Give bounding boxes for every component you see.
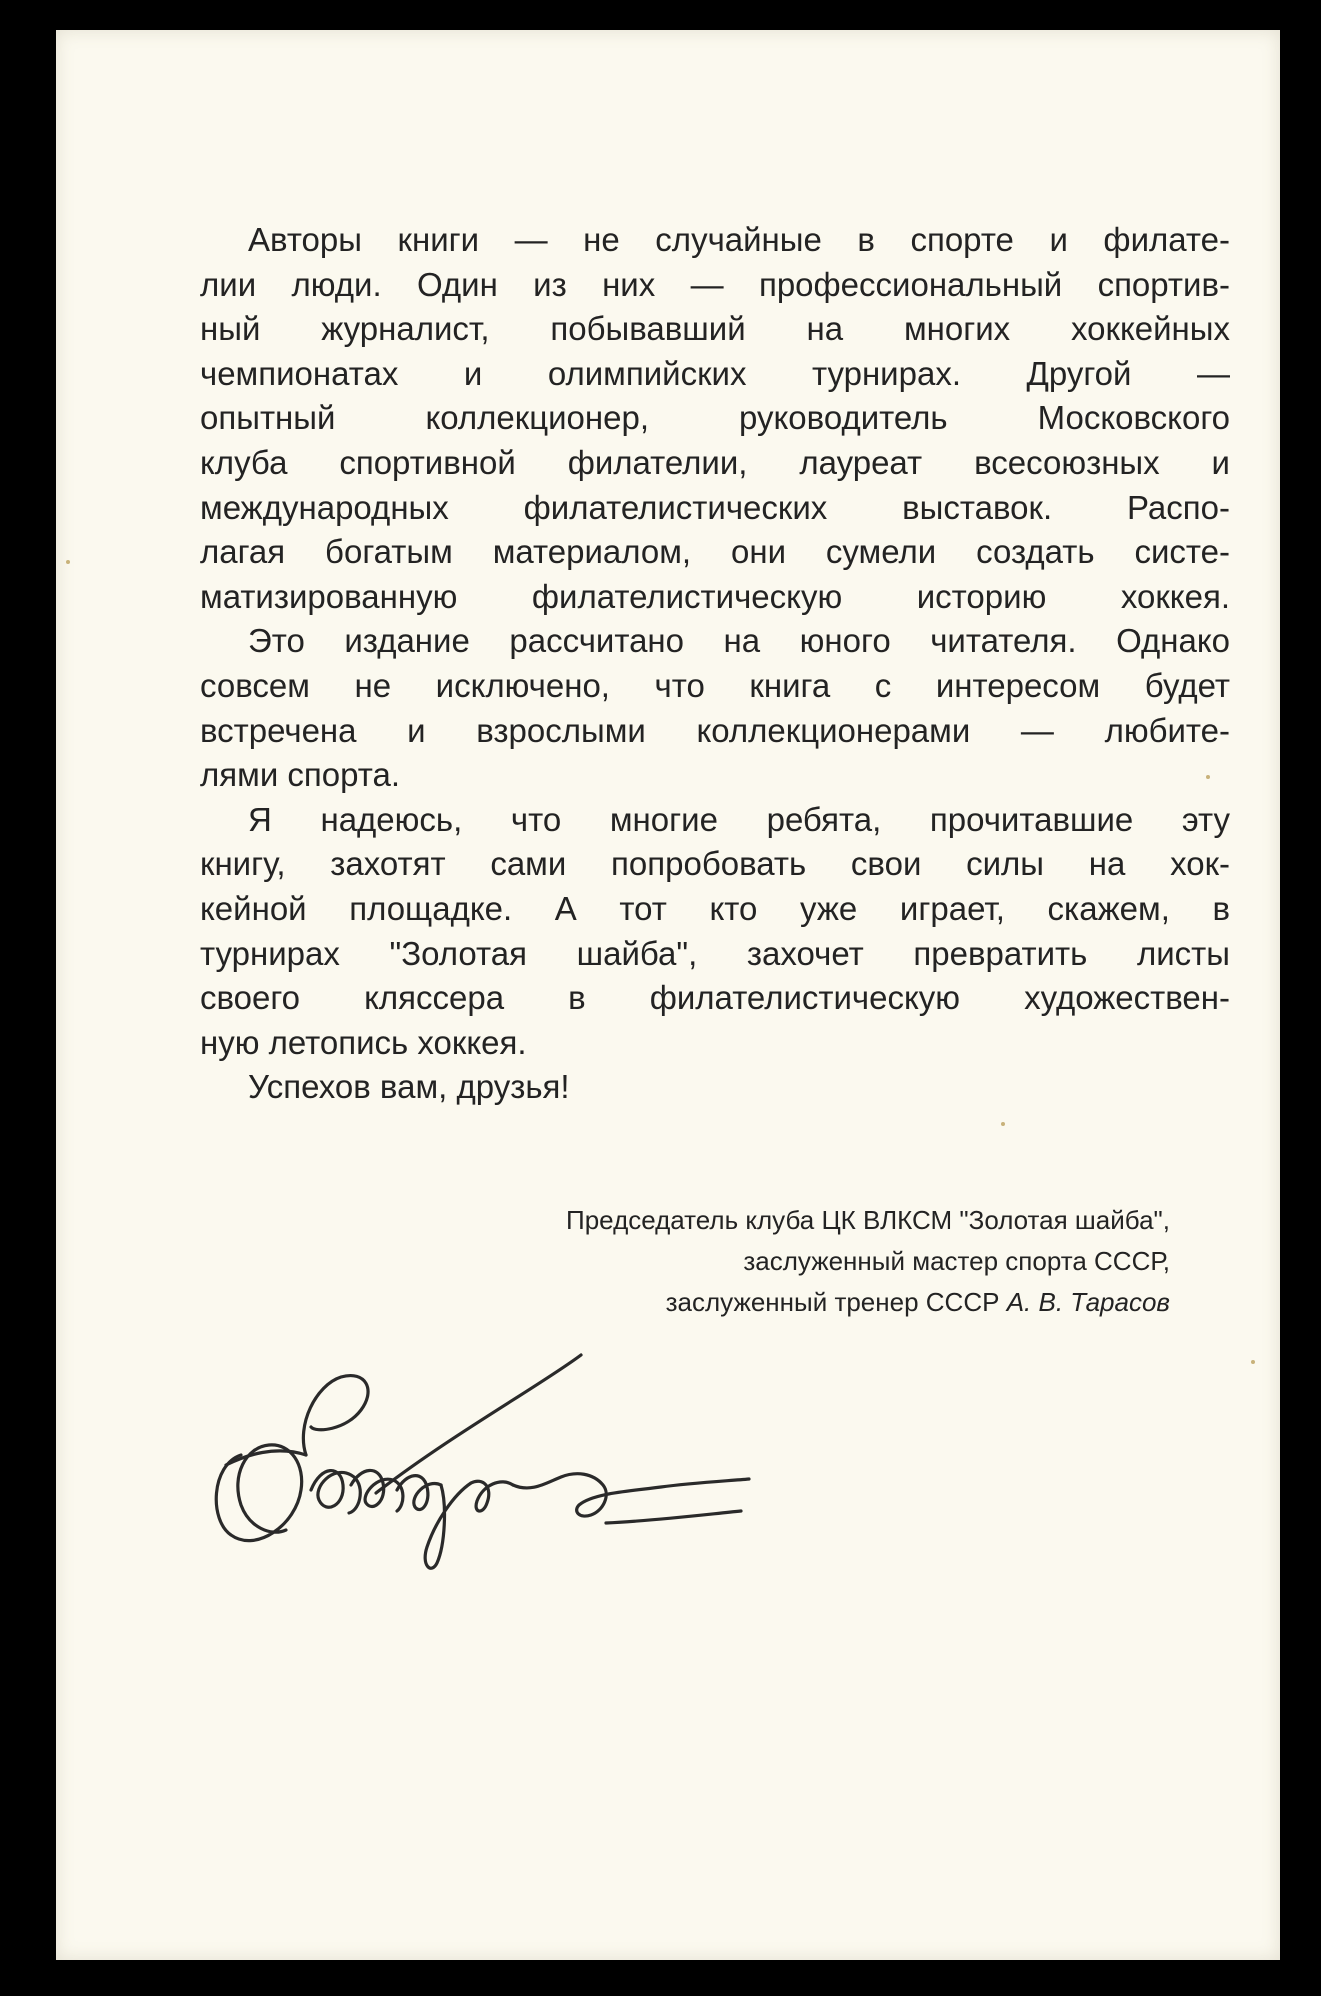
paragraph-3-line-5: своего кляссера в филателистическую художествен-: [200, 979, 1230, 1017]
paragraph-3-line-6: ную летопись хоккея.: [200, 1023, 527, 1061]
paragraph-3-line-1: Я надеюсь, что многие ребята, прочитавшие эту: [248, 800, 1230, 838]
book-page: [56, 30, 1280, 1960]
paper-speck: [1206, 775, 1210, 779]
paragraph-1-line-6: клуба спортивной филателии, лауреат всесоюзных и: [200, 443, 1230, 481]
paragraph-3-line-4: турнирах "Золотая шайба", захочет превратить листы: [200, 934, 1230, 972]
paragraph-2-line-1: Это издание рассчитано на юного читателя. Однако: [248, 622, 1230, 660]
paper-speck: [1251, 1360, 1255, 1364]
paragraph-1-line-9: матизированную филателистическую историю хоккея.: [200, 577, 1230, 615]
signature-block: [566, 1200, 1170, 1323]
paper-speck: [1001, 1122, 1005, 1126]
paragraph-3-line-3: кейной площадке. А тот кто уже играет, скажем, в: [200, 889, 1230, 927]
paragraph-1-line-1: Авторы книги — не случайные в спорте и филате-: [248, 221, 1230, 258]
signature-coach-title: заслуженный тренер СССР: [665, 1287, 1000, 1317]
body-text: [200, 218, 1230, 1110]
paragraph-1-line-4: чемпионатах и олимпийских турнирах. Другой —: [200, 354, 1230, 392]
paragraph-2-line-3: встречена и взрослыми коллекционерами — любите-: [200, 711, 1230, 749]
paragraph-2-line-2: совсем не исключено, что книга с интересом будет: [200, 666, 1230, 704]
handwritten-signature-icon: [201, 1315, 801, 1585]
paper-speck: [66, 560, 70, 564]
paragraph-1-line-8: лагая богатым материалом, они сумели создать систе-: [200, 533, 1230, 571]
signature-honor-line: заслуженный мастер спорта СССР,: [743, 1246, 1170, 1276]
signature-title-line: Председатель клуба ЦК ВЛКСМ "Золотая шайба",: [566, 1205, 1170, 1235]
signature-author-name: А. В. Тарасов: [1006, 1287, 1170, 1317]
paragraph-1-line-2: лии люди. Один из них — профессиональный спортив-: [200, 265, 1230, 303]
paragraph-2-line-4: лями спорта.: [200, 756, 401, 794]
paragraph-1-line-3: ный журналист, побывавший на многих хоккейных: [200, 310, 1230, 348]
paragraph-1-line-5: опытный коллекционер, руководитель Московского: [200, 399, 1230, 437]
paragraph-4-line-1: Успехов вам, друзья!: [248, 1068, 570, 1106]
paragraph-1-line-7: международных филателистических выставок. Распо-: [200, 488, 1230, 526]
paragraph-3-line-2: книгу, захотят сами попробовать свои силы на хок-: [200, 845, 1230, 883]
